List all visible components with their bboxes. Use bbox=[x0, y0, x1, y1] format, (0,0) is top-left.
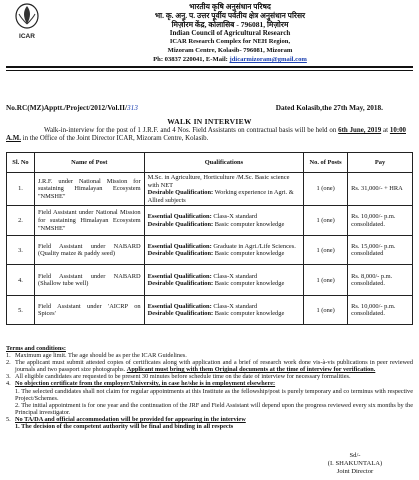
cell-post: Field Assistant under NABARD (Quality maize & paddy seed) bbox=[34, 236, 144, 265]
cell-qualifications: Essential Qualification: Graduate in Agri./Life Sciences. Desirable Qualification: Basic computer knowledge bbox=[144, 236, 304, 265]
term-item: 4. No objection certificate from the employer/University, in case he/she is in employment elsewhere: 1. The selected candidates shall not claim for regular appointments at this Institute as the fellowship/post is purely temporary and co terminus with respective Project/Schemes. 2. The initial appointment is for one year and the continuation of the JRF and Field Assistant will depend upon the progress reviewed every six months by the Principal investigator. bbox=[6, 380, 413, 416]
header-pay: Pay bbox=[348, 153, 413, 173]
header-sl: Sl. No bbox=[7, 153, 35, 173]
letterhead-rule-thin bbox=[6, 70, 413, 71]
cell-sl: 4. bbox=[7, 265, 35, 296]
header-qualifications: Qualifications bbox=[144, 153, 304, 173]
table-row bbox=[7, 206, 413, 236]
cell-qualifications: Essential Qualification: Class-X standard Desirable Qualification: Basic computer knowledge bbox=[144, 296, 304, 325]
table-row bbox=[7, 236, 413, 265]
contact-phone: Ph: 03837 220041, E-Mail: bbox=[153, 56, 230, 63]
cell-qualifications: M.Sc. in Agriculture, Horticulture /M.Sc. Basic science with NET Desirable Qualification: Working experience in Agri. & Allied subjects bbox=[144, 173, 304, 206]
cell-sl: 5. bbox=[7, 296, 35, 325]
cell-posts: 1 (one) bbox=[304, 236, 348, 265]
cell-post: Field Assistant under 'AICRP on Spices' bbox=[34, 296, 144, 325]
cell-pay: Rs. 8,000/- p.m. consolidated. bbox=[348, 265, 413, 296]
letterhead-rule bbox=[6, 66, 413, 68]
cell-pay: Rs. 10,000/- p.m. consolidated. bbox=[348, 206, 413, 236]
header-post: Name of Post bbox=[34, 153, 144, 173]
table-row bbox=[7, 296, 413, 325]
notice-heading: WALK IN INTERVIEW bbox=[167, 117, 252, 126]
cell-pay: Rs. 10,000/- p.m. consolidated. bbox=[348, 296, 413, 325]
reference-number: No.RC(MZ)Apptt./Project/2012/Vol.II/313 bbox=[6, 103, 138, 112]
icar-logo bbox=[12, 2, 42, 42]
reference-date: Dated Kolasib,the 27th May, 2018. bbox=[275, 103, 383, 112]
notice-intro: Walk-in-interview for the post of 1 J.R.F. and 4 Nos. Field Assistants on contractual basis will be held on 6th June, 2019 at 10:00 A.M. in the Office of the Joint Director ICAR, Mizoram Centre, Kolasib. bbox=[6, 127, 406, 143]
letterhead-english-2: ICAR Research Complex for NEH Region, bbox=[169, 38, 291, 45]
cell-qualifications: Essential Qualification: Class-X standard Desirable Qualification: Basic computer knowledge bbox=[144, 265, 304, 296]
reference-handwritten-number: 313 bbox=[127, 103, 138, 112]
svg-text:ICAR: ICAR bbox=[19, 33, 35, 40]
signature-designation: Joint Director bbox=[336, 468, 374, 475]
letterhead-hindi-1: भारतीय कृषि अनुसंधान परिषद bbox=[189, 2, 271, 11]
term-item: 5. No TA/DA and official accommodation will be provided for appearing in the interview 1. The decision of the competent authority will be final and binding in all respects bbox=[6, 415, 246, 431]
term-item: 1. Maximum age limit. The age should be as per the ICAR Guidelines. bbox=[6, 352, 187, 360]
signature-block bbox=[300, 452, 410, 476]
cell-post: Field Assistant under NABARD (Shallow tube well) bbox=[34, 265, 144, 296]
table-row bbox=[7, 173, 413, 206]
cell-pay: Rs. 31,000/- + HRA bbox=[348, 173, 413, 206]
signature-name: (I. SHAKUNTALA) bbox=[327, 460, 383, 467]
table-header-row bbox=[7, 153, 413, 173]
letterhead-hindi-2: भा. कृ. अनु. प. उत्तर पूर्वीय पर्वतीय क्षेत्र अनुसंधान परिसर bbox=[154, 11, 306, 20]
cell-post: Field Assistant under National Mission for sustaining Himalayan Ecosystem "NMSHE" bbox=[34, 206, 144, 236]
header-no-posts: No. of Posts bbox=[304, 153, 348, 173]
terms-heading: Terms and conditions: bbox=[6, 345, 66, 352]
letterhead-hindi-3: मिज़ोरम केंद्र, कोलासिब - 796081, मिज़ोरम bbox=[171, 20, 289, 29]
cell-posts: 1 (one) bbox=[304, 265, 348, 296]
letterhead-contact bbox=[60, 56, 400, 63]
cell-sl: 2. bbox=[7, 206, 35, 236]
cell-sl: 3. bbox=[7, 236, 35, 265]
interview-time: 10:00 A.M. bbox=[6, 127, 406, 143]
cell-posts: 1 (one) bbox=[304, 206, 348, 236]
letterhead-english-3: Mizoram Centre, Kolasib- 796081, Mizoram bbox=[167, 47, 293, 54]
cell-post: J.R.F. under National Mission for sustaining Himalayan Ecosystem "NMSHE" bbox=[34, 173, 144, 206]
posts-table bbox=[6, 152, 413, 325]
term-item: 2. The applicant must submit attested copies of certificates along with application and a brief of research work done vis-à-vis publications in peer reviewed journals and two passport size photographs. Applicant must bring with them Original documents at the time of interview for verification. bbox=[6, 359, 413, 374]
cell-sl: 1. bbox=[7, 173, 35, 206]
interview-date: 6th June, 2019 bbox=[338, 127, 382, 134]
cell-posts: 1 (one) bbox=[304, 296, 348, 325]
terms-section bbox=[6, 345, 413, 430]
table-row bbox=[7, 265, 413, 296]
signature-sd: Sd/- bbox=[349, 452, 361, 459]
term-item: 3. All eligible candidates are requested to be present 30 minutes before schedule time on the date of interview for necessary formalities. bbox=[6, 373, 351, 381]
icar-emblem-icon bbox=[12, 2, 42, 42]
letterhead-english-1: Indian Council of Agricultural Research bbox=[169, 29, 291, 37]
cell-posts: 1 (one) bbox=[304, 173, 348, 206]
contact-email-link[interactable]: jdicarmizoram@gmail.com bbox=[229, 56, 307, 63]
cell-pay: Rs. 15,000/- p.m. consolidated bbox=[348, 236, 413, 265]
cell-qualifications: Essential Qualification: Class-X standard Desirable Qualification: Basic computer knowledge bbox=[144, 206, 304, 236]
